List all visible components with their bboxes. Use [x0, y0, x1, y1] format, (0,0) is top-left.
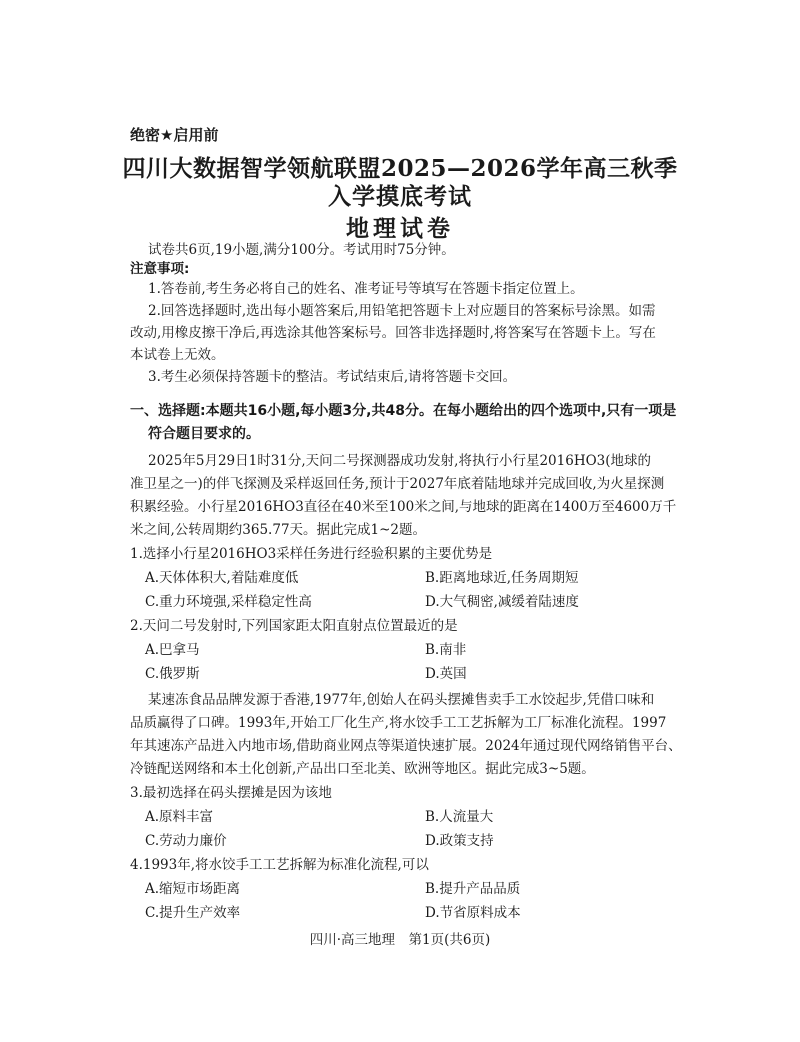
notice-2-line3: 本试卷上无效。: [130, 347, 225, 363]
notice-2-line2: 改动,用橡皮擦干净后,再选涂其他答案标号。回答非选择题时,将答案写在答题卡上。写在: [130, 325, 656, 341]
notice-2-line1: 2.回答选择题时,选出每小题答案后,用铅笔把答题卡上对应题目的答案标号涂黑。如需: [148, 303, 656, 319]
question-2-stem: 2.天问二号发射时,下列国家距太阳直射点位置最近的是: [130, 618, 458, 634]
question-4-option-a: A.缩短市场距离: [145, 881, 241, 897]
section-heading-line1: 一、选择题:本题共16小题,每小题3分,共48分。在每小题给出的四个选项中,只有一项是: [130, 403, 677, 419]
question-1-stem: 1.选择小行星2016HO3采样任务进行经验积累的主要优势是: [130, 546, 493, 562]
question-2-option-c: C.俄罗斯: [145, 666, 200, 682]
notices-heading: 注意事项:: [130, 261, 190, 277]
passage2-line4: 冷链配送网络和本土化创新,产品出口至北美、欧洲等地区。据此完成3~5题。: [130, 761, 595, 777]
question-2-option-a: A.巴拿马: [145, 642, 200, 658]
exam-title-line1: 四川大数据智学领航联盟2025—2026学年高三秋季: [122, 155, 678, 182]
notice-1: 1.答卷前,考生务必将自己的姓名、准考证号等填写在答题卡指定位置上。: [148, 281, 584, 297]
subject-title: 地理试卷: [346, 216, 454, 242]
passage2-line2: 品质赢得了口碑。1993年,开始工厂化生产,将水饺手工工艺拆解为工厂标准化流程。1997: [130, 715, 667, 731]
passage2-line3: 年其速冻产品进入内地市场,借助商业网点等渠道快速扩展。2024年通过现代网络销售平台、: [130, 738, 682, 754]
question-3-option-b: B.人流量大: [425, 809, 494, 825]
question-2-option-b: B.南非: [425, 642, 467, 658]
passage2-line1: 某速冻食品品牌发源于香港,1977年,创始人在码头摆摊售卖手工水饺起步,凭借口味和: [148, 692, 655, 708]
question-4-option-d: D.节省原料成本: [425, 905, 521, 921]
question-3-stem: 3.最初选择在码头摆摊是因为该地: [130, 785, 332, 801]
passage1-line3: 积累经验。小行星2016HO3直径在40米至100米之间,与地球的距离在1400万至4600万千: [130, 499, 677, 515]
page-footer: 四川·高三地理 第1页(共6页): [309, 932, 491, 948]
question-1-option-a: A.天体体积大,着陆难度低: [145, 570, 299, 586]
question-2-option-d: D.英国: [425, 666, 467, 682]
exam-info: 试卷共6页,19小题,满分100分。考试用时75分钟。: [148, 242, 455, 258]
secret-label: 绝密★启用前: [130, 126, 219, 144]
exam-title-line2: 入学摸底考试: [328, 183, 472, 210]
question-1-option-c: C.重力环境强,采样稳定性高: [145, 594, 312, 610]
passage1-line1: 2025年5月29日1时31分,天问二号探测器成功发射,将执行小行星2016HO3(地球的: [148, 453, 652, 469]
question-4-stem: 4.1993年,将水饺手工工艺拆解为标准化流程,可以: [130, 857, 429, 873]
question-3-option-d: D.政策支持: [425, 833, 494, 849]
notice-3: 3.考生必须保持答题卡的整洁。考试结束后,请将答题卡交回。: [148, 369, 517, 385]
section-heading-line2: 符合题目要求的。: [148, 426, 260, 442]
question-4-option-b: B.提升产品品质: [425, 881, 521, 897]
question-3-option-c: C.劳动力廉价: [145, 833, 227, 849]
question-4-option-c: C.提升生产效率: [145, 905, 241, 921]
question-1-option-b: B.距离地球近,任务周期短: [425, 570, 579, 586]
passage1-line4: 米之间,公转周期约365.77天。据此完成1~2题。: [130, 522, 427, 538]
question-3-option-a: A.原料丰富: [145, 809, 214, 825]
question-1-option-d: D.大气稠密,减缓着陆速度: [425, 594, 579, 610]
passage1-line2: 准卫星之一)的伴飞探测及采样返回任务,预计于2027年底着陆地球并完成回收,为火星探测: [130, 476, 665, 492]
